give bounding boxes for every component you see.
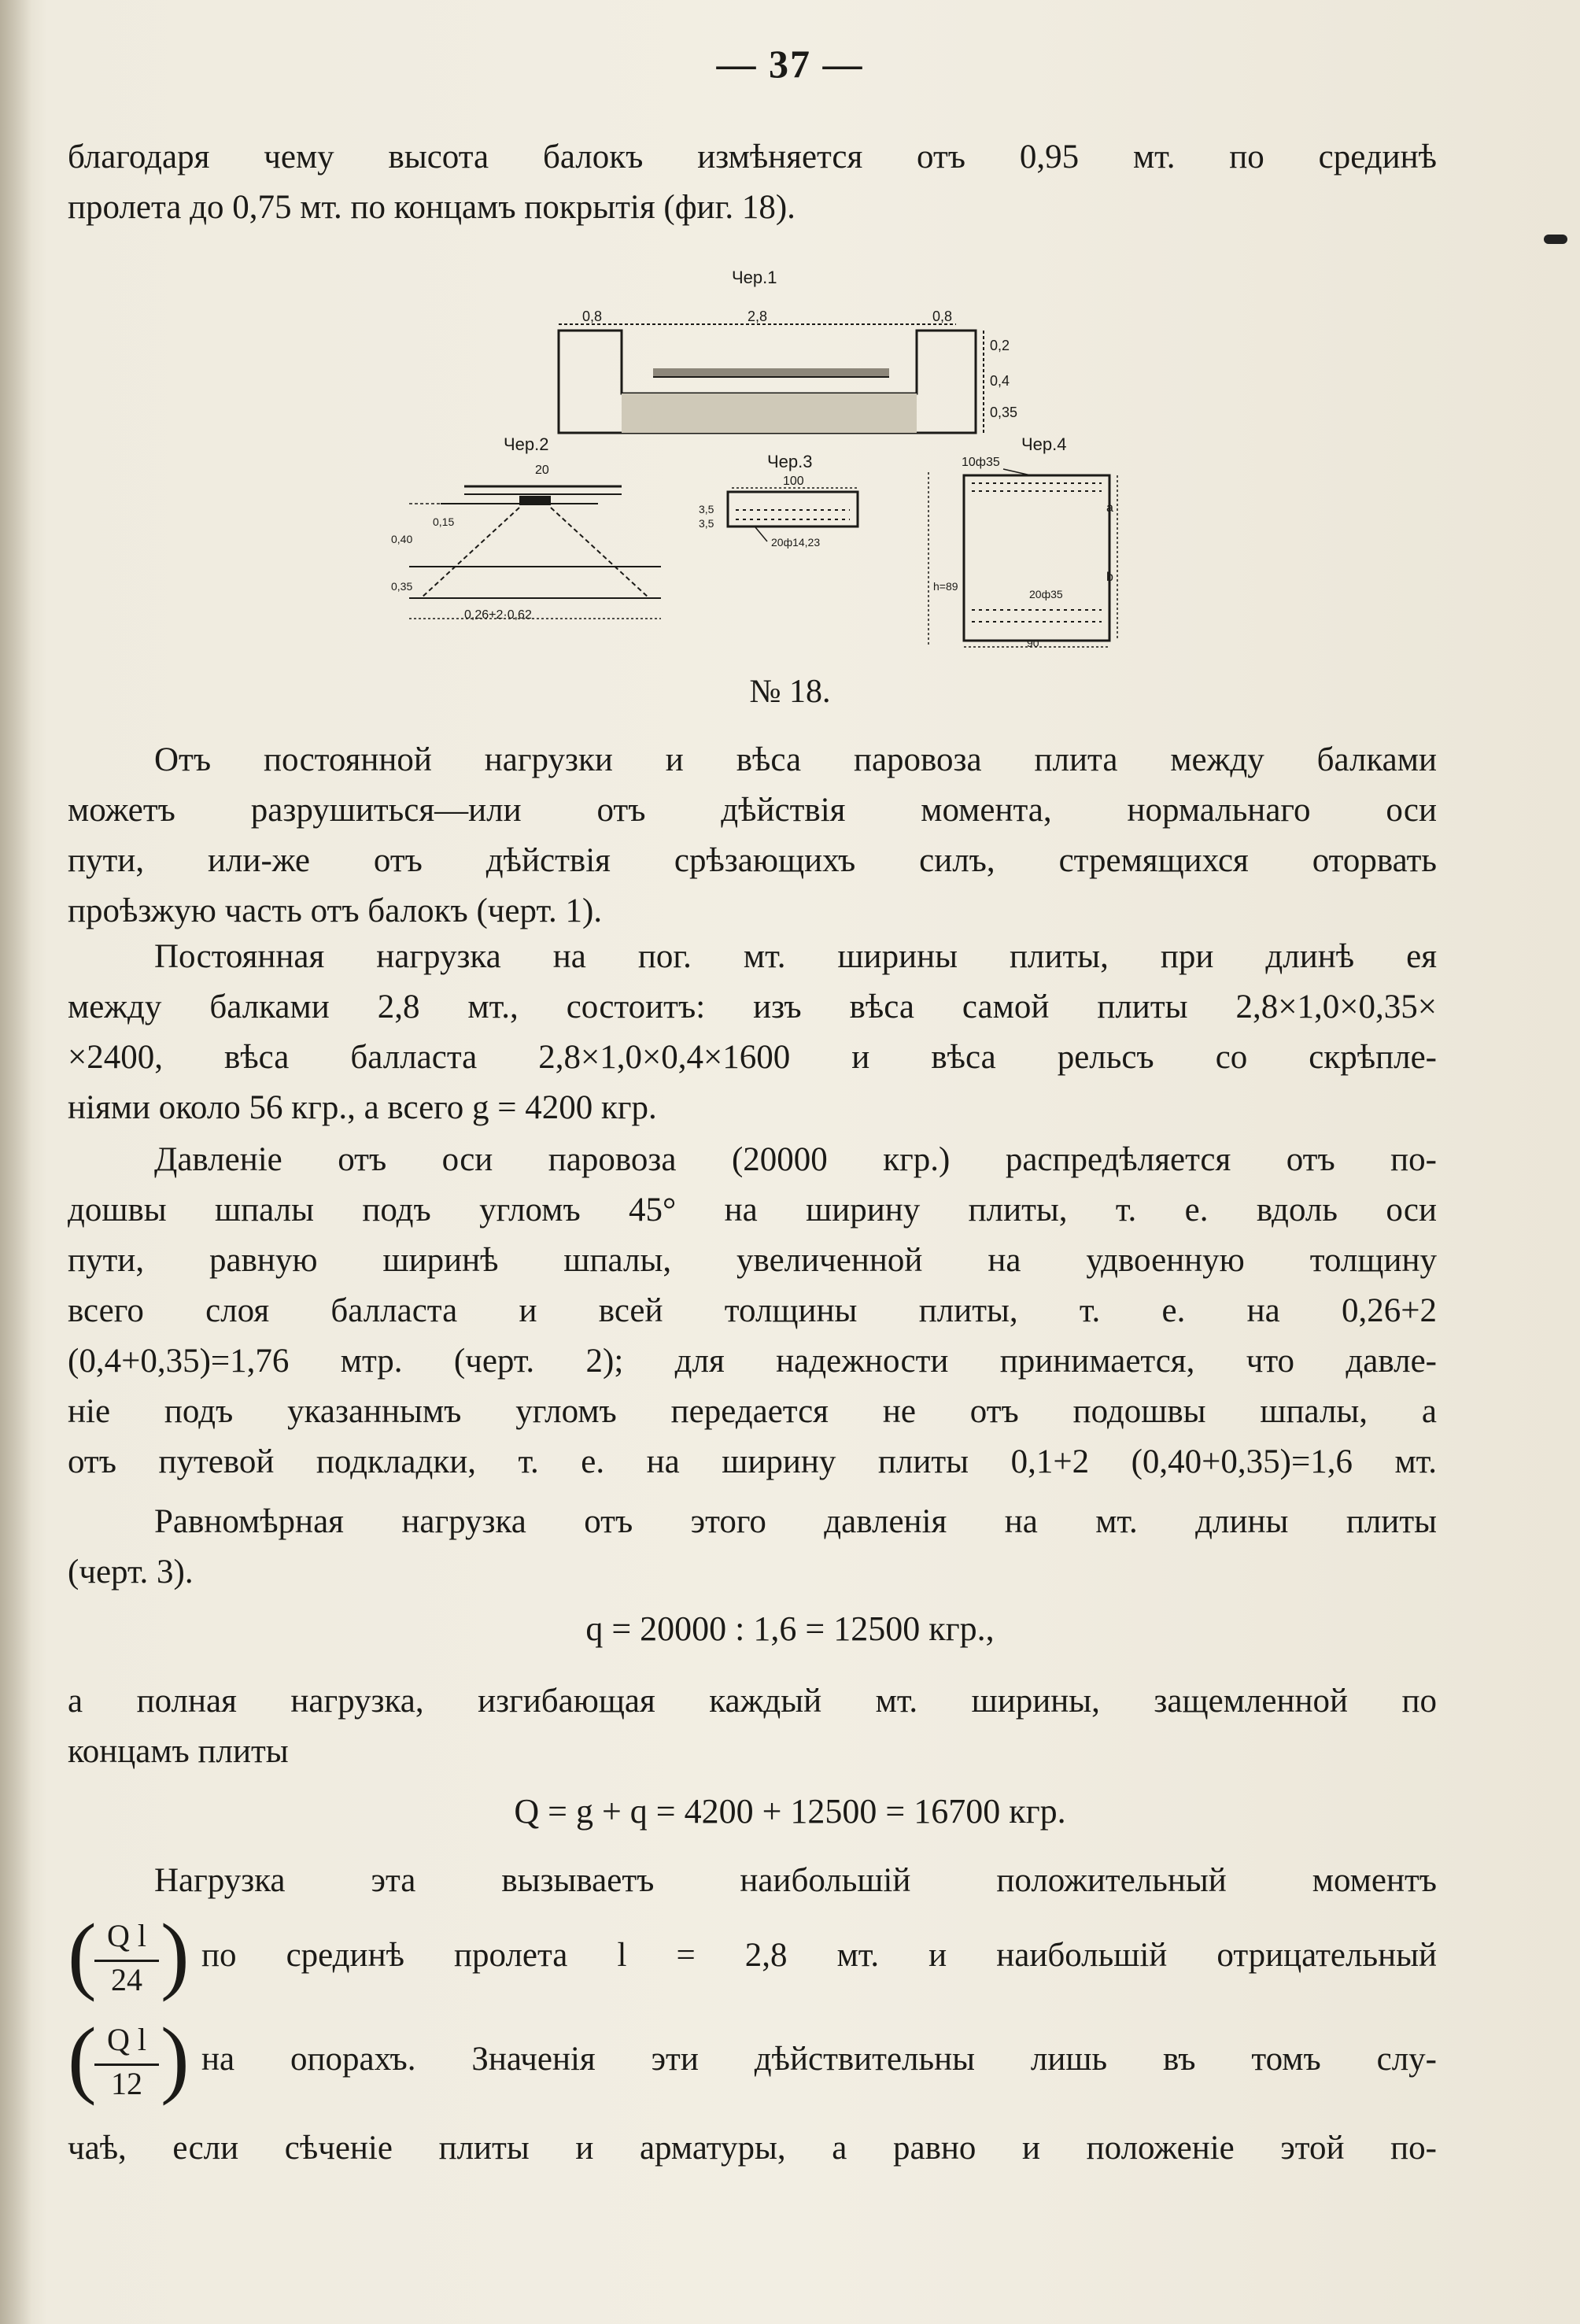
fig3-title: Чер.3: [767, 452, 813, 471]
left-paren: (: [68, 1906, 97, 2002]
text-line: Постоянная нагрузка на пог. мт. ширины плиты, при длинѣ ея: [154, 938, 1437, 975]
text-line: концамъ плиты: [68, 1733, 289, 1770]
text-line: Нагрузка эта вызываетъ наибольшій положительный моментъ: [154, 1862, 1437, 1899]
figure-caption: № 18.: [749, 674, 831, 710]
fig1-dim: 0,4: [990, 373, 1010, 389]
fig1-dim: 2,8: [748, 309, 768, 324]
fig2-dim: 0,35: [391, 580, 413, 593]
fig4-dim: h=89: [933, 580, 958, 593]
fig2-dim: 20: [535, 464, 549, 477]
full-load-paragraph: [68, 1676, 1437, 1777]
page-number: — 37 —: [716, 42, 864, 86]
text-line: пролета до 0,75 мт. по концамъ покрытія (фиг. 18).: [68, 189, 796, 226]
fig4-dim: 10ф35: [962, 456, 1000, 469]
text-line: всего слоя балласта и всей толщины плиты, т. е. на 0,26+2: [68, 1292, 1437, 1329]
paragraph-4: [68, 1497, 1437, 1598]
fig1-title: Чер.1: [732, 268, 777, 287]
fraction-ql-12: [68, 2010, 190, 2108]
paragraph-3: [68, 1135, 1437, 1487]
left-paren: (: [68, 2010, 97, 2106]
text-line: Равномѣрная нагрузка отъ этого давленія на мт. длины плиты: [154, 1503, 1437, 1540]
fig2-title: Чер.2: [504, 434, 549, 454]
text-line: Отъ постоянной нагрузки и вѣса паровоза плита между балками: [154, 741, 1437, 778]
fraction-numerator: Q l: [107, 1918, 146, 1953]
right-paren: ): [161, 2010, 190, 2106]
text-line: ніями около 56 кгр., а всего g = 4200 кгр.: [68, 1089, 657, 1126]
formula-Q: Q = g + q = 4200 + 12500 = 16700 кгр.: [514, 1792, 1066, 1831]
fraction-denominator: 12: [111, 2066, 142, 2101]
fig3-dim: 3,5: [699, 517, 714, 530]
fraction-denominator: 24: [111, 1962, 142, 1997]
fig1-dim: 0,8: [582, 309, 603, 324]
text-line: пути, или-же отъ дѣйствія срѣзающихъ силъ, стремящихся оторвать: [68, 842, 1437, 879]
text-line: (0,4+0,35)=1,76 мтр. (черт. 2); для надежности принимается, что давле-: [68, 1343, 1437, 1380]
fig1-cross-section: [559, 268, 1017, 433]
figure-18-drawings: [0, 0, 1580, 708]
text-line: Давленіе отъ оси паровоза (20000 кгр.) распредѣляется отъ по-: [154, 1141, 1437, 1178]
fraction-numerator: Q l: [107, 2022, 146, 2057]
fig4-dim: b: [1106, 571, 1113, 584]
fig1-dim: 0,2: [990, 338, 1010, 353]
text-line: ×2400, вѣса балласта 2,8×1,0×0,4×1600 и вѣса рельсъ со скрѣпле-: [68, 1039, 1437, 1076]
fig4-dim: a: [1106, 501, 1113, 515]
text-line: на опорахъ. Значенія эти дѣйствительны лишь въ томъ слу-: [201, 2041, 1437, 2078]
text-line: (черт. 3).: [68, 1554, 194, 1591]
fig3-dim: 100: [783, 475, 804, 488]
fraction-ql-24: [68, 1906, 190, 2004]
moment-line-2: [68, 2010, 1437, 2108]
text-line: чаѣ, если сѣченіе плиты и арматуры, а равно и положеніе этой по-: [68, 2130, 1437, 2167]
fig2-dim: 0,26+2·0,62: [464, 608, 532, 622]
text-line: благодаря чему высота балокъ измѣняется отъ 0,95 мт. по срединѣ: [68, 139, 1437, 176]
text-line: проѣзжую часть отъ балокъ (черт. 1).: [68, 892, 603, 929]
text-line: между балками 2,8 мт., состоитъ: изъ вѣса самой плиты 2,8×1,0×0,35×: [68, 988, 1437, 1025]
text-line: дошвы шпалы подъ угломъ 45° на ширину плиты, т. е. вдоль оси: [68, 1192, 1437, 1229]
fig2-dim: 0,40: [391, 533, 413, 545]
text-line: можетъ разрушиться—или отъ дѣйствія момента, нормальнаго оси: [68, 792, 1437, 829]
fig4-dim: 90: [1027, 637, 1039, 649]
paragraph-2: [68, 932, 1437, 1133]
fig4-dim: 20ф35: [1029, 588, 1063, 600]
paragraph-1: [68, 735, 1437, 937]
moment-paragraph: [68, 1856, 1437, 1906]
fig4-title: Чер.4: [1021, 434, 1067, 454]
moment-line-1: [68, 1906, 1437, 2004]
fig3-dim: 3,5: [699, 503, 714, 515]
text-line: по срединѣ пролета l = 2,8 мт. и наибольшій отрицательный: [201, 1937, 1437, 1974]
fig1-dim: 0,35: [990, 405, 1018, 420]
text-line: пути, равную ширинѣ шпалы, увеличенной на удвоенную толщину: [68, 1242, 1437, 1279]
fig1-dim: 0,8: [932, 309, 953, 324]
fig4-beam-section: [928, 434, 1117, 649]
fig3-dim: 20ф14,23: [771, 536, 821, 549]
right-paren: ): [161, 1906, 190, 2002]
last-paragraph: [68, 2123, 1437, 2174]
fig3-slab-section: [699, 452, 858, 549]
formula-q: q = 20000 : 1,6 = 12500 кгр.,: [585, 1609, 995, 1648]
text-line: ніе подъ указаннымъ угломъ передается не отъ подошвы шпалы, а: [68, 1393, 1437, 1430]
text-line: отъ путевой подкладки, т. е. на ширину плиты 0,1+2 (0,40+0,35)=1,6 мт.: [68, 1443, 1437, 1480]
fig2-dim: 0,15: [433, 515, 455, 528]
fig2-pressure-distribution: [391, 434, 661, 622]
text-line: а полная нагрузка, изгибающая каждый мт. ширины, защемленной по: [68, 1683, 1437, 1720]
